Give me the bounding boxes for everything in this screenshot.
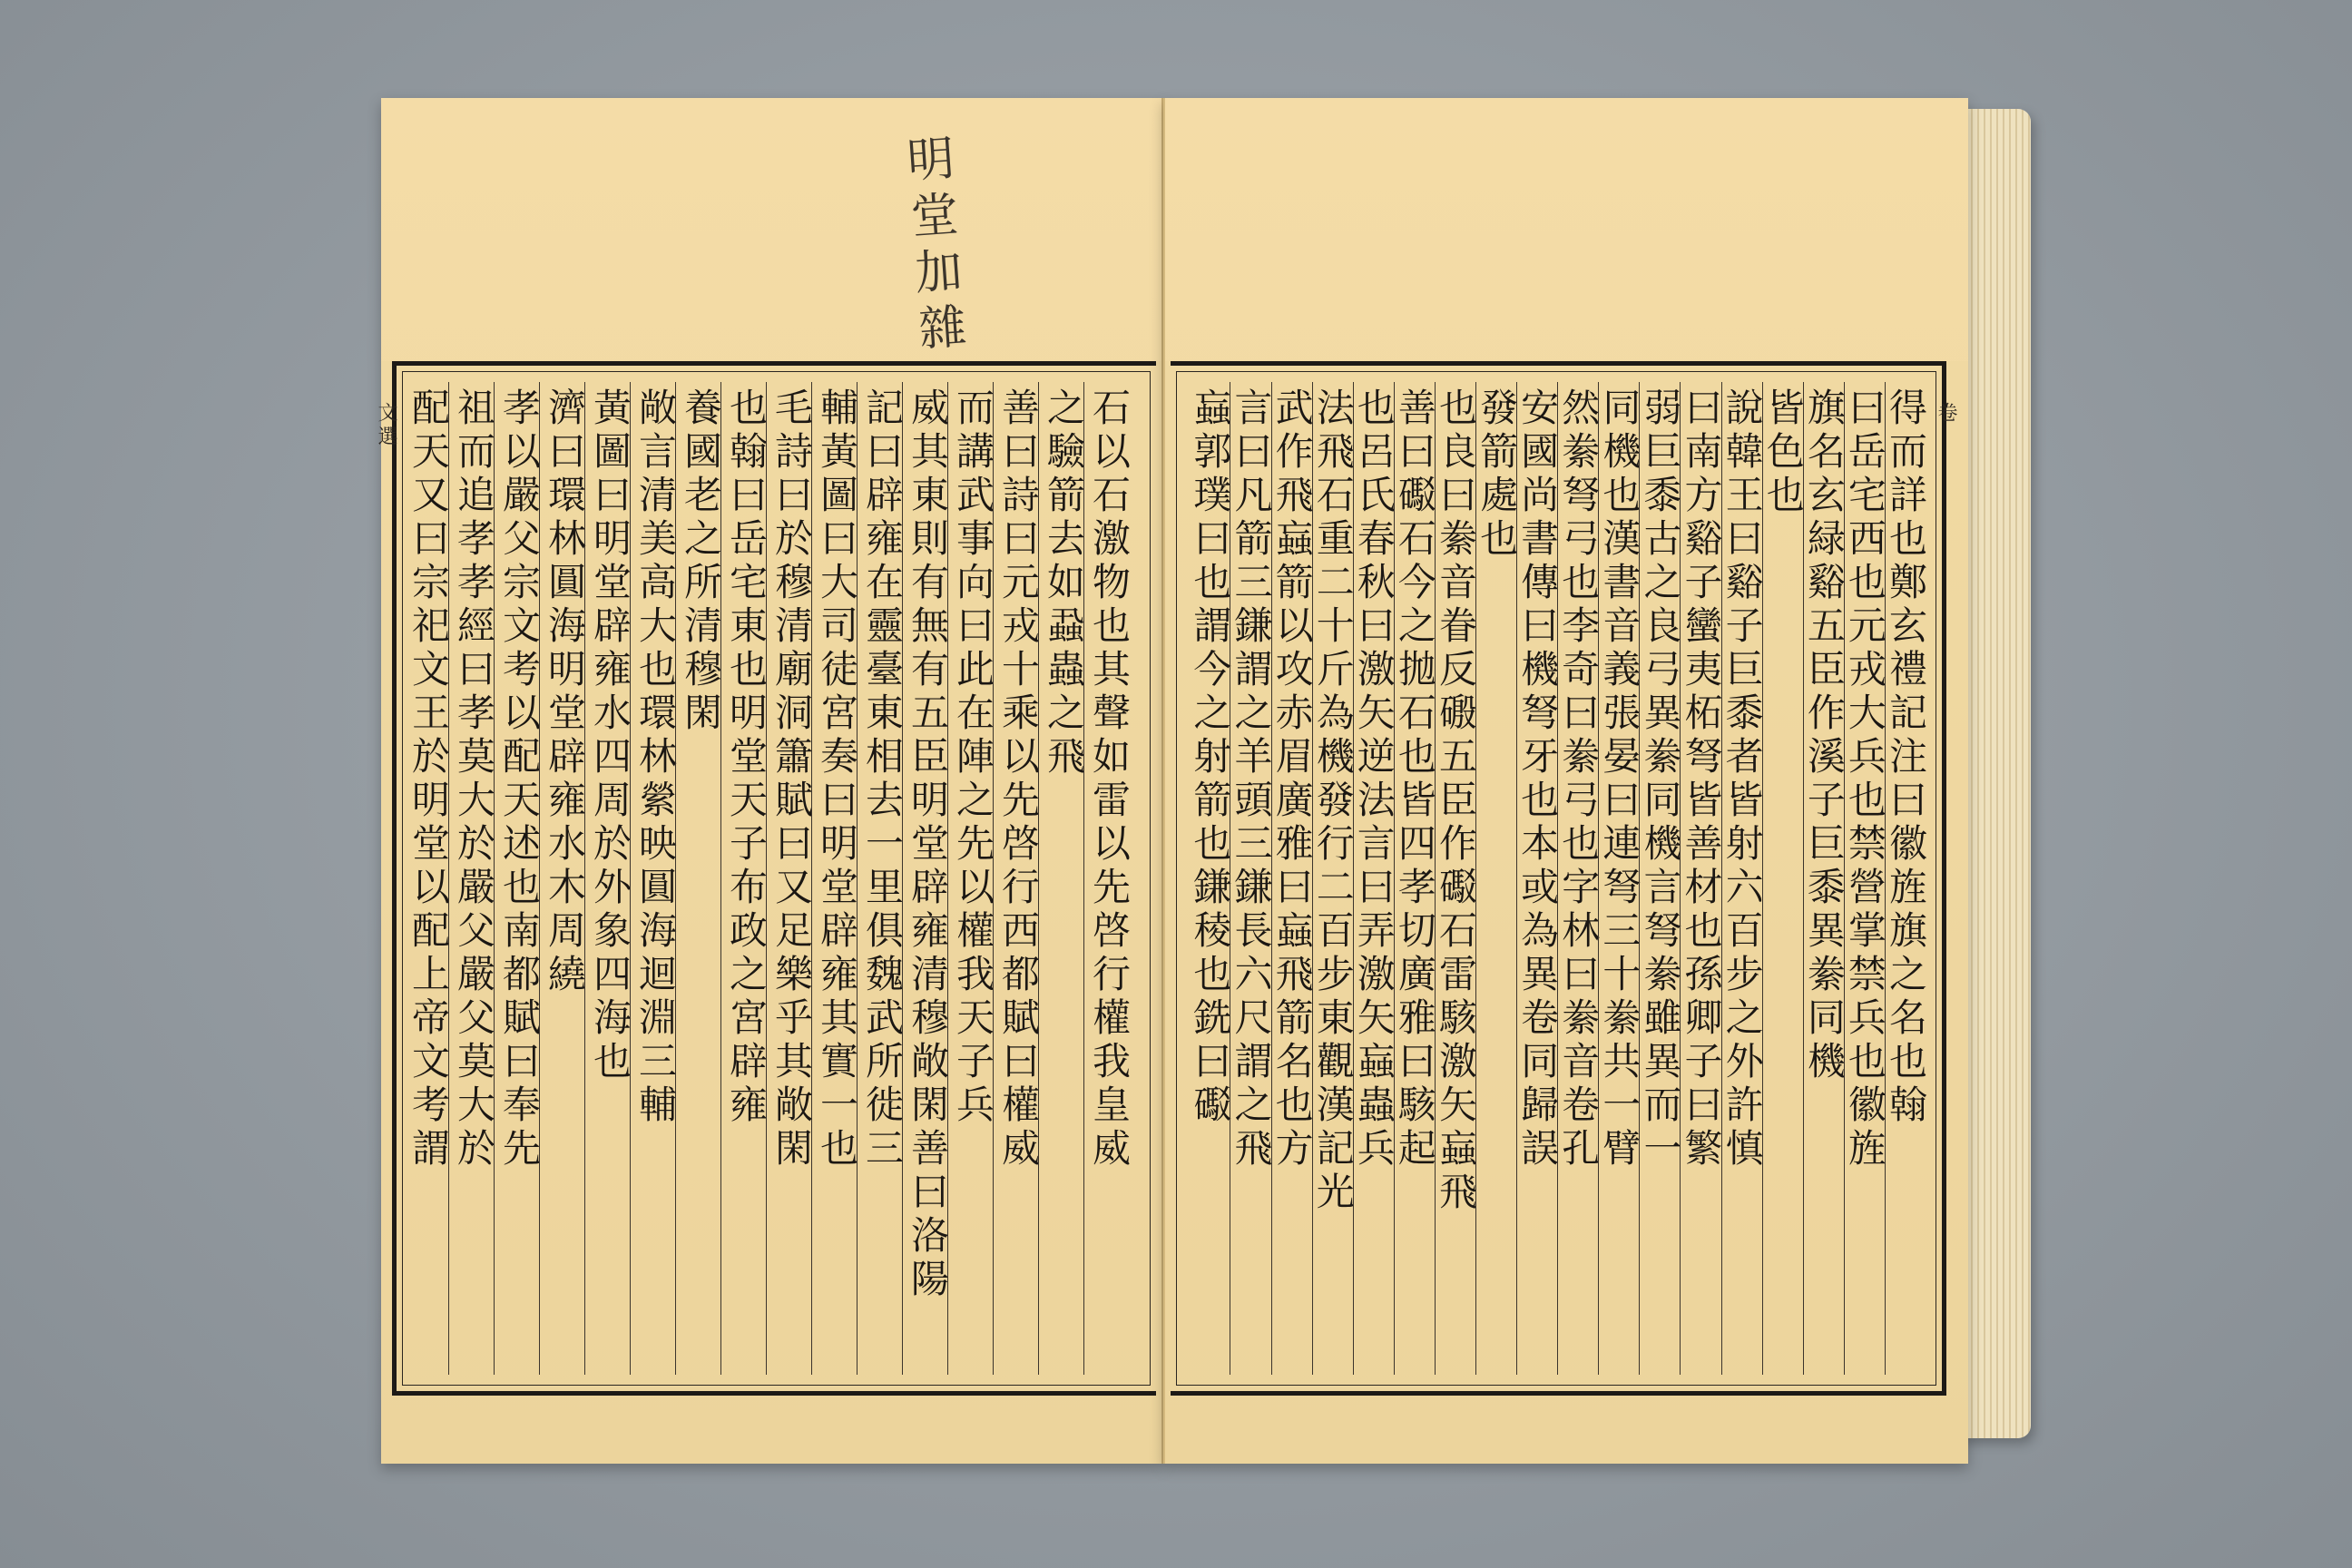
- text-column: 毛詩曰於穆清廟洞簫賦曰又足樂乎其敞閑: [766, 382, 811, 1375]
- text-column: 得而詳也鄭玄禮記注曰徽旌旗之名也翰: [1885, 382, 1926, 1375]
- right-text-columns: [1188, 382, 1928, 1375]
- text-column: 威其東則有無有五臣明堂辟雍清穆敞閑善曰洛陽: [902, 382, 947, 1375]
- text-column: 蝱郭璞曰也謂今之射箭也鎌稜也銑曰礟: [1188, 387, 1233, 1128]
- text-column: 善曰礟石今之拋石也皆四孝切廣雅曰駭起: [1394, 382, 1435, 1375]
- open-book: [375, 91, 1996, 1470]
- right-gutter-label: 卷: [1935, 402, 1957, 426]
- text-column: 黃圖曰明堂辟雍水四周於外象四海也: [584, 382, 630, 1375]
- text-column: 記曰辟雍在靈臺東相去一里俱魏武所徙三: [857, 382, 902, 1375]
- text-column: 法飛石重二十斤為機發行二百步東觀漢記光: [1312, 382, 1353, 1375]
- right-page: [1163, 98, 1968, 1464]
- text-column: 皆色也: [1762, 382, 1803, 1375]
- text-column: 弱巨黍古之良弓異絭同機言弩絭雖異而一: [1639, 382, 1680, 1375]
- left-gutter-label: 文選: [375, 402, 397, 449]
- text-column: 而講武事向曰此在陣之先以權我天子兵: [947, 382, 993, 1375]
- text-column: 然絭弩弓也李奇曰絭弓也字林曰絭音卷孔: [1557, 382, 1598, 1375]
- text-column: 武作飛蝱箭以攻赤眉廣雅曰蝱飛箭名也方: [1271, 382, 1312, 1375]
- text-column: 安國尚書傳曰機弩牙也本或為異卷同歸誤: [1516, 382, 1557, 1375]
- text-column: 善曰詩曰元戎十乘以先啓行西都賦曰權威: [993, 382, 1038, 1375]
- text-column: 之驗箭去如蝨蟲之飛: [1038, 382, 1083, 1375]
- text-column: 也良曰絭音眷反磤五臣作礟石雷駭激矢蝱飛: [1435, 382, 1475, 1375]
- text-column: 輔黃圖曰大司徒宮奏曰明堂辟雍其實一也: [811, 382, 857, 1375]
- text-column: 發箭處也: [1475, 382, 1516, 1375]
- text-column: 敞言清美高大也環林縈映圓海迴淵三輔: [630, 382, 675, 1375]
- page-edges: [1960, 109, 2031, 1438]
- text-column: 配天又曰宗祀文王於明堂以配上帝文考謂: [407, 387, 451, 1171]
- text-column: 曰岳宅西也元戎大兵也禁營掌禁兵也徽旌: [1844, 382, 1885, 1375]
- text-column: 言曰凡箭三鎌謂之羊頭三鎌長六尺謂之飛: [1230, 382, 1270, 1375]
- text-column: 養國老之所清穆閑: [675, 382, 720, 1375]
- text-column: 石以石激物也其聲如雷以先啓行權我皇威: [1083, 382, 1129, 1375]
- text-column: 也翰曰岳宅東也明堂天子布政之宮辟雍: [720, 382, 766, 1375]
- left-page: [375, 98, 1163, 1464]
- left-text-columns: [404, 382, 1132, 1375]
- text-column: 孝以嚴父宗文考以配天述也南都賦曰奉先: [494, 382, 539, 1375]
- text-column: 濟曰環林圓海明堂辟雍水木周繞: [539, 382, 584, 1375]
- text-column: 曰南方谿子蠻夷柘弩皆善材也孫卿子曰繁: [1680, 382, 1720, 1375]
- text-column: 同機也漢書音義張晏曰連弩三十絭共一臂: [1598, 382, 1639, 1375]
- right-text-frame: [1171, 361, 1957, 1396]
- text-column: 旗名玄緑谿五臣作溪子巨黍異絭同機: [1803, 382, 1844, 1375]
- text-column: 說韓王曰谿子巨黍者皆射六百步之外許慎: [1721, 382, 1762, 1375]
- left-text-frame: [375, 361, 1156, 1396]
- text-column: 祖而追孝孝經曰孝莫大於嚴父嚴父莫大於: [448, 382, 494, 1375]
- text-column: 也呂氏春秋曰激矢逆法言曰弄激矢蝱蟲兵: [1353, 382, 1394, 1375]
- handwritten-annotation: 明堂加雜: [897, 132, 967, 361]
